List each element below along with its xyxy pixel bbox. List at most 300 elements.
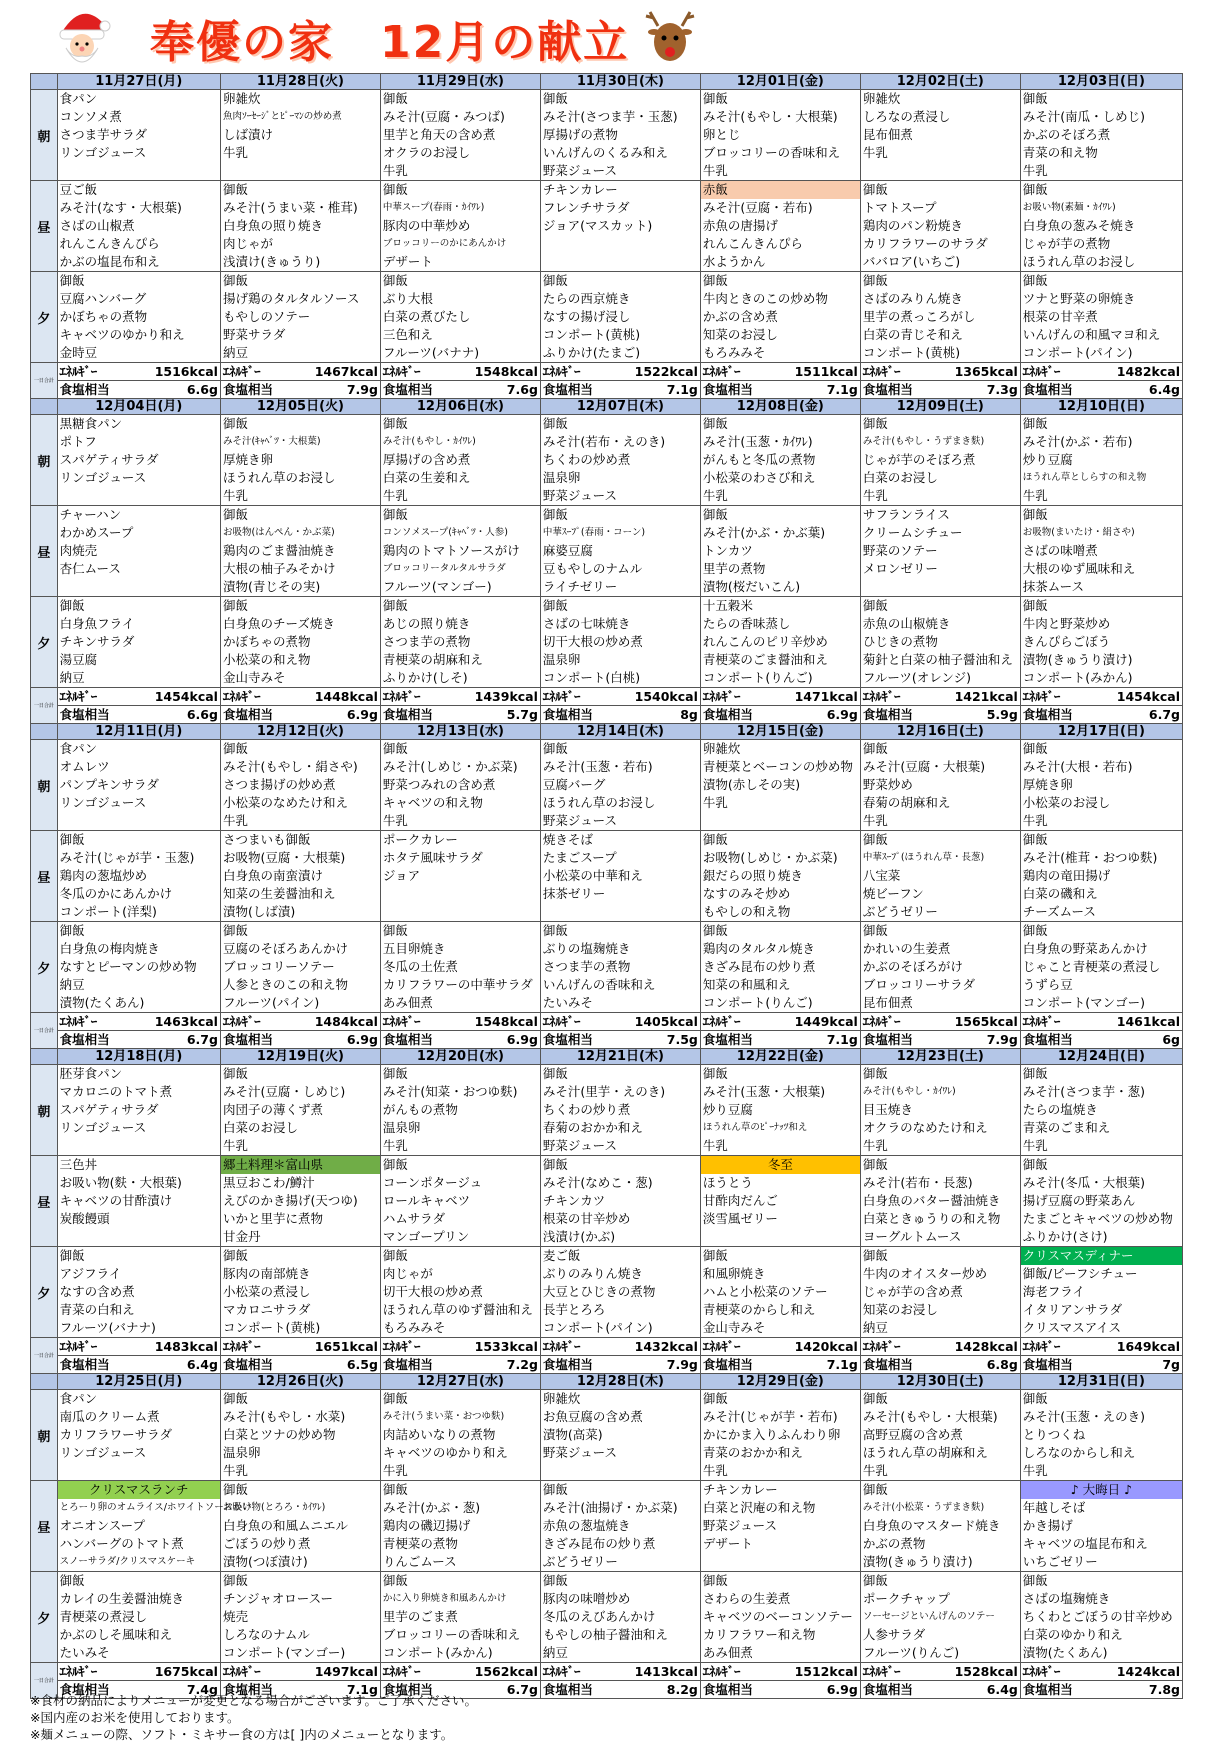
salt-value: 7.8g [1148, 1682, 1180, 1697]
menu-item: 御飯 [222, 1391, 248, 1406]
menu-item: コンポート(黄桃) [222, 1320, 321, 1335]
menu-item: 御飯 [222, 923, 248, 938]
menu-item: 食パン [59, 741, 98, 756]
dinner-cell [380, 597, 540, 688]
menu-item: みそ汁(じゃが芋・玉葱) [59, 850, 195, 865]
salt-cell [57, 1356, 220, 1374]
energy-label: ｴﾈﾙｷﾞｰ [382, 364, 421, 379]
energy-label: ｴﾈﾙｷﾞｰ [222, 364, 261, 379]
menu-item: 小松菜のなめたけ和え [222, 795, 348, 810]
menu-item: 御飯 [59, 832, 85, 847]
menu-item: 御飯 [702, 832, 728, 847]
salt-value: 7.9g [346, 382, 378, 397]
menu-item: 漬物(青じその実) [222, 579, 321, 594]
menu-item: 根菜の甘辛煮 [1022, 309, 1098, 324]
lunch-row [31, 181, 1183, 272]
menu-item: 牛乳 [382, 488, 408, 503]
breakfast-cell [700, 740, 860, 831]
menu-item: 御飯 [382, 1066, 408, 1081]
salt-label: 食塩相当 [862, 707, 913, 722]
menu-item: みそ汁(なめこ・葱) [542, 1175, 653, 1190]
menu-item: 牛乳 [222, 1463, 248, 1478]
menu-item: わかめスープ [59, 525, 134, 540]
menu-item: 御飯 [382, 1482, 408, 1497]
dinner-cell [700, 597, 860, 688]
energy-value: 1454kcal [154, 689, 218, 704]
menu-item: 青梗菜のごま醤油和え [702, 652, 828, 667]
menu-item: 切干大根の炒め煮 [382, 1284, 483, 1299]
menu-item: 牛乳 [1022, 813, 1048, 828]
dinner-cell [380, 272, 540, 363]
energy-value: 1511kcal [794, 364, 858, 379]
menu-item: 野菜ジュース [542, 488, 618, 503]
menu-item: 金山寺みそ [702, 1320, 766, 1335]
menu-item: チンジャオロースー [222, 1591, 334, 1606]
menu-item: ぶり大根 [382, 291, 433, 306]
dinner-cell [380, 1572, 540, 1663]
menu-item: 肉団子の薄くず煮 [222, 1102, 323, 1117]
menu-item: みそ汁(豆腐・しめじ) [222, 1084, 346, 1099]
salt-value: 6.6g [186, 382, 218, 397]
date-header: 12月11日(月) [57, 724, 220, 740]
date-header: 12月31日(日) [1020, 1374, 1182, 1390]
breakfast-cell [1020, 1390, 1182, 1481]
menu-item: 豆ご飯 [59, 182, 98, 197]
menu-item: チャーハン [59, 507, 122, 522]
menu-item: たまごスープ [542, 850, 617, 865]
menu-item: 里芋の煮物 [702, 561, 766, 576]
corner-cell [31, 1374, 58, 1390]
salt-row [31, 1356, 1183, 1374]
menu-item: 水ようかん [702, 254, 766, 269]
menu-item: スパゲティサラダ [59, 452, 159, 467]
dinner-label: 夕 [31, 1247, 58, 1338]
salt-row [31, 1031, 1183, 1049]
menu-item: 野菜炒め [862, 777, 913, 792]
menu-item: 温泉卵 [222, 1445, 261, 1460]
energy-cell [1020, 688, 1182, 706]
menu-item: 御飯 [1022, 416, 1048, 431]
energy-row [31, 1338, 1183, 1356]
menu-item: かぼちゃの煮物 [222, 634, 311, 649]
lunch-cell [220, 181, 380, 272]
menu-item: ポークカレー [382, 832, 458, 847]
menu-item: みそ汁(かぶ・若布) [1022, 434, 1133, 449]
date-header: 12月08日(金) [700, 399, 860, 415]
menu-item: 卵雑炊 [542, 1391, 581, 1406]
salt-label: 食塩相当 [59, 382, 110, 397]
menu-item: キャベツの塩昆布和え [1022, 1536, 1148, 1551]
salt-label: 食塩相当 [702, 1682, 753, 1697]
menu-item: いんげんの香味和え [542, 977, 656, 992]
menu-item: 牛乳 [382, 1463, 408, 1478]
menu-item: 小松菜のわさび和え [702, 470, 816, 485]
menu-item: みそ汁(里芋・えのき) [542, 1084, 666, 1099]
dinner-cell [1020, 1247, 1182, 1338]
corner-cell [31, 74, 58, 90]
date-header: 11月27日(月) [57, 74, 220, 90]
menu-item: ぶりのみりん焼き [542, 1266, 643, 1281]
menu-item: お吸い物(麩・大根葉) [59, 1175, 182, 1190]
dinner-cell [700, 922, 860, 1013]
energy-cell [540, 1013, 700, 1031]
lunch-row [31, 831, 1183, 922]
menu-item: 御飯 [222, 182, 248, 197]
menu-item: みそ汁(もやし・大根葉) [702, 109, 838, 124]
date-header: 11月28日(火) [220, 74, 380, 90]
menu-item: みそ汁(若布・えのき) [542, 434, 666, 449]
salt-label: 食塩相当 [222, 1682, 273, 1697]
menu-item: 牛乳 [702, 163, 728, 178]
menu-item: 湯豆腐 [59, 652, 98, 667]
energy-label: ｴﾈﾙｷﾞｰ [542, 1664, 581, 1679]
menu-item: なすとピーマンの炒め物 [59, 959, 197, 974]
menu-item: 厚揚げの含め煮 [382, 452, 471, 467]
menu-item: 銀だらの照り焼き [702, 868, 803, 883]
menu-item: 御飯 [862, 273, 888, 288]
menu-item: 金山寺みそ [222, 670, 286, 685]
menu-item: 御飯 [1022, 1573, 1048, 1588]
menu-item: カレイの生姜醤油焼き [59, 1591, 185, 1606]
menu-item: 白身魚の和風ムニエル [222, 1518, 348, 1533]
salt-cell [860, 1031, 1020, 1049]
breakfast-cell [380, 415, 540, 506]
date-header: 12月30日(土) [860, 1374, 1020, 1390]
menu-item: 牛乳 [702, 488, 728, 503]
menu-item: さつまいも御飯 [222, 832, 311, 847]
menu-item: クリスマスランチ [58, 1481, 220, 1499]
energy-cell [57, 1013, 220, 1031]
menu-item: お吸物(しめじ・かぶ菜) [702, 850, 838, 865]
menu-item: みそ汁(若布・長葱) [862, 1175, 973, 1190]
menu-item: マカロニサラダ [222, 1302, 311, 1317]
menu-item: パンプキンサラダ [59, 777, 159, 792]
dinner-cell [700, 272, 860, 363]
menu-item: 肉焼売 [59, 543, 98, 558]
energy-label: ｴﾈﾙｷﾞｰ [1022, 364, 1061, 379]
date-header: 12月26日(火) [220, 1374, 380, 1390]
menu-item: 漬物(桜だいこん) [702, 579, 801, 594]
footnote: ※食材の納品によりメニューが変更となる場合がございます。ご了承ください。 [30, 1693, 477, 1708]
menu-item: もやしの和え物 [702, 904, 791, 919]
reindeer-icon [640, 8, 700, 68]
salt-value: 7.1g [666, 382, 698, 397]
menu-item: 甘酢肉だんご [702, 1193, 778, 1208]
menu-item: 冬瓜のえびあんかけ [542, 1609, 656, 1624]
menu-item: 御飯 [542, 741, 568, 756]
menu-item: ぶどうゼリー [542, 1554, 618, 1569]
menu-item: マカロニのトマト煮 [59, 1084, 173, 1099]
menu-item: フルーツ(パイン) [222, 995, 320, 1010]
breakfast-cell [57, 1065, 220, 1156]
breakfast-row [31, 1390, 1183, 1481]
salt-cell [540, 1031, 700, 1049]
salt-value: 7g [1162, 1357, 1180, 1372]
salt-label: 食塩相当 [862, 1682, 913, 1697]
menu-item: 納豆 [222, 345, 248, 360]
menu-item: 鶏肉のタルタル焼き [702, 941, 815, 956]
menu-item: ハンバーグのトマト煮 [59, 1536, 184, 1551]
menu-item: 赤飯 [701, 181, 860, 199]
salt-label: 食塩相当 [1022, 1682, 1073, 1697]
menu-item: お吸物(まいたけ・絹さや) [1022, 527, 1135, 538]
energy-value: 1540kcal [634, 689, 698, 704]
menu-item: 牛乳 [702, 1138, 728, 1153]
menu-item: ♪ 大晦日 ♪ [1021, 1481, 1182, 1499]
menu-item: ハムと小松菜のソテー [702, 1284, 828, 1299]
menu-item: 御飯 [702, 1248, 728, 1263]
salt-value: 6.9g [346, 707, 378, 722]
energy-value: 1463kcal [154, 1014, 218, 1029]
menu-item: 白身魚の葱みそ焼き [1022, 218, 1136, 233]
menu-item: 抹茶ムース [1022, 579, 1085, 594]
breakfast-cell [380, 1065, 540, 1156]
menu-item: ぶどうゼリー [862, 904, 938, 919]
breakfast-label: 朝 [31, 415, 58, 506]
menu-item: 御飯 [59, 923, 85, 938]
menu-item: きざみ昆布の炒り煮 [702, 959, 816, 974]
menu-item: 卵雑炊 [702, 741, 741, 756]
menu-item: 白身魚のチーズ焼き [222, 616, 335, 631]
energy-value: 1428kcal [954, 1339, 1018, 1354]
breakfast-label: 朝 [31, 90, 58, 181]
energy-cell [380, 1338, 540, 1356]
dinner-cell [540, 1572, 700, 1663]
energy-label: ｴﾈﾙｷﾞｰ [382, 1339, 421, 1354]
menu-item: 青菜の和え物 [1022, 145, 1098, 160]
menu-item: 青梗菜の煮物 [382, 1536, 458, 1551]
menu-item: 大豆とひじきの煮物 [542, 1284, 656, 1299]
menu-item: コンポート(白桃) [542, 670, 641, 685]
footnotes [30, 1692, 477, 1743]
salt-cell [1020, 1681, 1182, 1699]
energy-label: ｴﾈﾙｷﾞｰ [542, 1339, 581, 1354]
menu-item: 御飯 [1022, 1391, 1048, 1406]
menu-item: 御飯/ビーフシチュー [1022, 1266, 1138, 1281]
menu-item: 牛乳 [862, 488, 888, 503]
dinner-cell [57, 1572, 220, 1663]
menu-item: 御飯 [382, 91, 408, 106]
date-header: 12月13日(水) [380, 724, 540, 740]
salt-value: 7.9g [986, 1032, 1018, 1047]
energy-cell [57, 363, 220, 381]
breakfast-cell [860, 90, 1020, 181]
menu-item: 肉じゃが [382, 1266, 433, 1281]
menu-item: ポークチャップ [862, 1591, 950, 1606]
menu-item: チキンカレー [702, 1482, 778, 1497]
menu-item: みそ汁(豆腐・みつば) [382, 109, 505, 124]
salt-value: 7.1g [826, 1357, 858, 1372]
dinner-cell [57, 922, 220, 1013]
menu-item: リンゴジュース [59, 1445, 147, 1460]
menu-item: フルーツ(バナナ) [382, 345, 480, 360]
menu-item: 御飯 [862, 741, 888, 756]
breakfast-cell [700, 1390, 860, 1481]
salt-label: 食塩相当 [59, 1032, 110, 1047]
menu-item: 浅漬け(きゅうり) [222, 254, 321, 269]
page-header [0, 0, 1212, 76]
menu-item: 厚揚げの煮物 [542, 127, 618, 142]
menu-item: ほうれん草のﾋﾟｰﾅｯﾂ和え [702, 1122, 808, 1133]
salt-label: 食塩相当 [382, 1357, 433, 1372]
lunch-cell [380, 1481, 540, 1572]
dinner-cell [220, 272, 380, 363]
menu-item: じゃが芋の含め煮 [862, 1284, 963, 1299]
dinner-label: 夕 [31, 922, 58, 1013]
dinner-cell [1020, 1572, 1182, 1663]
menu-item: コンポート(マンゴー) [222, 1645, 346, 1660]
menu-item: ほうれん草のお浸し [542, 795, 656, 810]
salt-value: 7.4g [186, 1682, 218, 1697]
menu-item: 納豆 [59, 977, 85, 992]
energy-value: 1548kcal [474, 364, 538, 379]
menu-item: とろーり卵のオムライス/ホワイトソースかけ [59, 1502, 252, 1513]
menu-item: かぶの含め煮 [702, 309, 778, 324]
menu-item: コンポート(黄桃) [862, 345, 961, 360]
menu-item: 杏仁ムース [59, 561, 121, 576]
menu-item: 白菜の生姜和え [382, 470, 471, 485]
date-header: 12月18日(月) [57, 1049, 220, 1065]
salt-cell [700, 706, 860, 724]
salt-label: 食塩相当 [542, 1682, 593, 1697]
menu-item: ブロッコリーソテー [222, 959, 335, 974]
menu-item: しろなの煮浸し [862, 109, 951, 124]
salt-value: 8g [680, 707, 698, 722]
menu-item: 御飯 [1022, 923, 1048, 938]
menu-item: フルーツ(りんご) [862, 1645, 960, 1660]
menu-item: 白菜の磯和え [1022, 886, 1098, 901]
menu-item: 知菜のお浸し [862, 1302, 938, 1317]
menu-item: コンソメ煮 [59, 109, 122, 124]
menu-item: サフランライス [862, 507, 950, 522]
menu-item: 三色和え [382, 327, 433, 342]
menu-item: しば漬け [222, 127, 273, 142]
menu-item: 三色丼 [59, 1157, 98, 1172]
energy-value: 1420kcal [794, 1339, 858, 1354]
breakfast-label: 朝 [31, 1065, 58, 1156]
menu-item: 白菜のゆかり和え [1022, 1627, 1123, 1642]
menu-item: ふりかけ(さけ) [1022, 1229, 1108, 1244]
energy-value: 1421kcal [954, 689, 1018, 704]
menu-item: みそ汁(玉葱・大根葉) [702, 1084, 826, 1099]
menu-item: アジフライ [59, 1266, 122, 1281]
dinner-cell [540, 272, 700, 363]
lunch-row [31, 1481, 1183, 1572]
lunch-label: 昼 [31, 1156, 58, 1247]
breakfast-cell [380, 740, 540, 831]
salt-cell [860, 1356, 1020, 1374]
menu-item: 青梗菜の煮浸し [59, 1609, 148, 1624]
menu-item: 御飯 [862, 923, 888, 938]
menu-item: なすの揚げ浸し [542, 309, 631, 324]
menu-item: ヨーグルトムース [862, 1229, 962, 1244]
breakfast-cell [220, 90, 380, 181]
menu-item: 黒豆おこわ/鱒汁 [222, 1175, 315, 1190]
menu-item: オクラのお浸し [382, 145, 471, 160]
salt-cell [860, 1681, 1020, 1699]
breakfast-cell [1020, 1065, 1182, 1156]
menu-item: 漬物(しば漬) [222, 904, 296, 919]
menu-item: 御飯 [382, 273, 408, 288]
breakfast-cell [1020, 90, 1182, 181]
date-header: 12月02日(土) [860, 74, 1020, 90]
menu-item: もろみみそ [702, 345, 766, 360]
menu-item: コーンポタージュ [382, 1175, 483, 1190]
lunch-cell [540, 181, 700, 272]
menu-item: 白菜のお浸し [862, 470, 938, 485]
menu-item: 牛乳 [382, 813, 408, 828]
menu-item: 青菜の白和え [59, 1302, 135, 1317]
lunch-label: 昼 [31, 506, 58, 597]
date-header: 12月03日(日) [1020, 74, 1182, 90]
date-header: 12月16日(土) [860, 724, 1020, 740]
menu-item: コンソメスープ(ｷｬﾍﾞﾂ・人参) [382, 527, 508, 538]
energy-label: ｴﾈﾙｷﾞｰ [862, 1664, 901, 1679]
energy-cell [220, 1338, 380, 1356]
menu-item: 御飯 [702, 923, 728, 938]
menu-item: 鶏肉の葱塩炒め [59, 868, 148, 883]
breakfast-cell [860, 1390, 1020, 1481]
menu-item: コンポート(りんご) [702, 995, 813, 1010]
salt-value: 7.9g [666, 1357, 698, 1372]
menu-item: 海老フライ [1022, 1284, 1085, 1299]
dinner-cell [1020, 272, 1182, 363]
menu-item: れんこんのピリ辛炒め [702, 634, 828, 649]
salt-value: 6.4g [186, 1357, 218, 1372]
energy-cell [700, 1663, 860, 1681]
breakfast-cell [57, 1390, 220, 1481]
energy-cell [860, 688, 1020, 706]
menu-item: 根菜の甘辛炒め [542, 1211, 631, 1226]
energy-value: 1497kcal [314, 1664, 378, 1679]
menu-item: さばの味噌煮 [1022, 543, 1098, 558]
menu-item: さばの七味焼き [542, 616, 631, 631]
energy-value: 1405kcal [634, 1014, 698, 1029]
menu-item: みそ汁(もやし・ｶｲﾜﾚ) [382, 436, 476, 447]
salt-label: 食塩相当 [1022, 1357, 1073, 1372]
menu-item: ジョア(マスカット) [542, 218, 653, 233]
salt-label: 食塩相当 [1022, 382, 1073, 397]
breakfast-cell [700, 415, 860, 506]
energy-cell [700, 363, 860, 381]
dinner-cell [57, 1247, 220, 1338]
salt-cell [380, 706, 540, 724]
breakfast-cell [220, 1390, 380, 1481]
menu-item: 牛乳 [222, 145, 248, 160]
salt-cell [57, 381, 220, 399]
menu-item: 野菜ジュース [702, 1518, 777, 1533]
salt-label: 食塩相当 [382, 707, 433, 722]
energy-label: ｴﾈﾙｷﾞｰ [222, 1014, 261, 1029]
date-header: 12月29日(金) [700, 1374, 860, 1390]
menu-item: 豆もやしのナムル [542, 561, 643, 576]
menu-item: かれいの生姜煮 [862, 941, 951, 956]
menu-item: さつま揚げの炒め煮 [222, 777, 336, 792]
date-row [31, 1049, 1183, 1065]
menu-item: 胚芽食パン [59, 1066, 123, 1081]
menu-item: 野菜ジュース [542, 813, 618, 828]
menu-item: かぶの塩昆布和え [59, 254, 160, 269]
energy-value: 1548kcal [474, 1014, 538, 1029]
menu-item: 黒糖食パン [59, 416, 123, 431]
date-header: 12月25日(月) [57, 1374, 220, 1390]
date-header: 12月24日(日) [1020, 1049, 1182, 1065]
energy-label: ｴﾈﾙｷﾞｰ [542, 1014, 581, 1029]
menu-item: ほうれん草の胡麻和え [862, 1445, 988, 1460]
menu-item: 郷土料理＊富山県 [221, 1156, 380, 1174]
salt-value: 6.6g [186, 707, 218, 722]
menu-item: 冬至 [701, 1156, 860, 1174]
